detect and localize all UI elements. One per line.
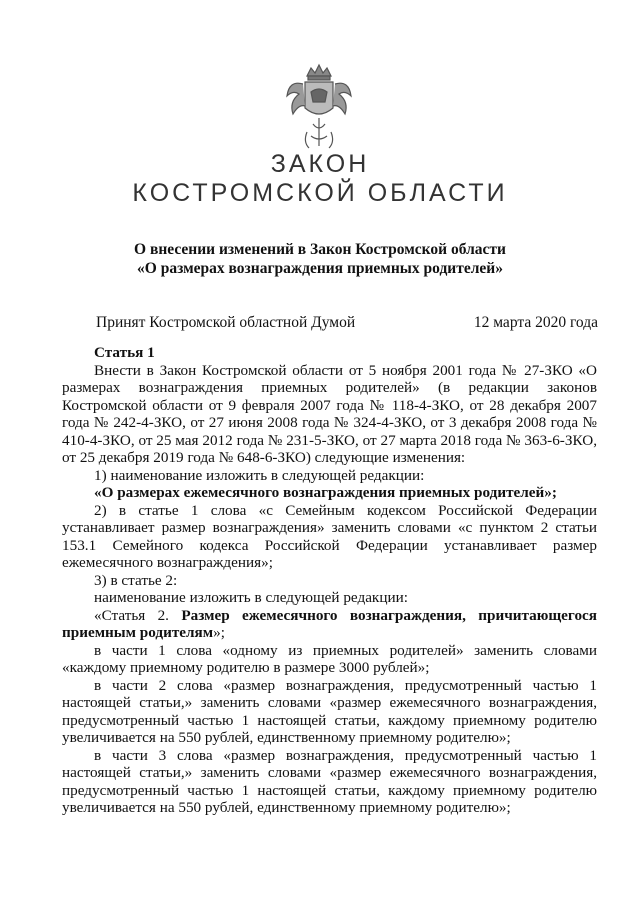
item-2: 2) в статье 1 слова «с Семейным кодексом Российской Федерации устанавливает размер вознаграждения» заменить словами «с пунктом 2 статьи 153.1 Семейного кодекса Российской Федерации устанавливает размер ежемесячного вознаграждения»; [62, 501, 597, 571]
item-3-sub: наименование изложить в следующей редакции: [94, 589, 408, 606]
new-title-suffix: »; [213, 624, 225, 641]
subject-line-2: «О размерах вознаграждения приемных родителей» [137, 260, 503, 277]
article-heading: Статья 1 [94, 344, 155, 361]
article-intro: Внести в Закон Костромской области от 5 ноября 2001 года № 27-ЗКО «О размерах вознаграждения приемных родителей» (в редакции законов Костромской области от 9 февраля 2007 года № 118-4-ЗКО, от 28 декабря 2007 года № 242-4-ЗКО, от 27 июня 2008 года № 324-4-ЗКО, от 3 декабря 2008 года № 410-4-ЗКО, от 25 мая 2012 года № 231-5-ЗКО, от 27 марта 2018 года № 363-6-ЗКО, от 25 декабря 2019 года № 648-6-ЗКО) следующие изменения: [62, 361, 597, 466]
item-1-new-title: «О размерах ежемесячного вознаграждения приемных родителей»; [94, 484, 557, 501]
item-3-new-title [62, 607, 597, 642]
adopted-by: Принят Костромской областной Думой [96, 314, 356, 331]
region-title: КОСТРОМСКОЙ ОБЛАСТИ [132, 179, 508, 207]
item-3: 3) в статье 2: [94, 571, 178, 589]
document-body [62, 344, 597, 817]
new-title-bold: Размер ежемесячного вознаграждения, причитающегося приемным родителям [62, 606, 597, 641]
part-1-change: в части 1 слова «одному из приемных родителей» заменить словами «каждому приемному родителю в размере 3000 рублей»; [62, 641, 597, 676]
kostroma-coat-of-arms-icon [283, 62, 355, 152]
adoption-date: 12 марта 2020 года [473, 314, 598, 331]
new-title-prefix: «Статья 2. [94, 606, 182, 624]
part-2-change: в части 2 слова «размер вознаграждения, предусмотренный частью 1 настоящей статьи,» заменить словами «размер ежемесячного вознаграждения, предусмотренный частью 1 настоящей статьи, каждому приемному родителю увеличивается на 550 рублей, единственному приемному родителю»; [62, 676, 597, 746]
item-1: 1) наименование изложить в следующей редакции: [94, 466, 425, 484]
law-title: ЗАКОН [270, 150, 370, 178]
subject-line-1: О внесении изменений в Закон Костромской области [134, 241, 506, 258]
part-3-change: в части 3 слова «размер вознаграждения, предусмотренный частью 1 настоящей статьи,» заменить словами «размер ежемесячного вознаграждения, предусмотренный частью 1 настоящей статьи, каждому приемному родителю увеличивается на 550 рублей, единственному приемному родителю»; [62, 746, 597, 816]
